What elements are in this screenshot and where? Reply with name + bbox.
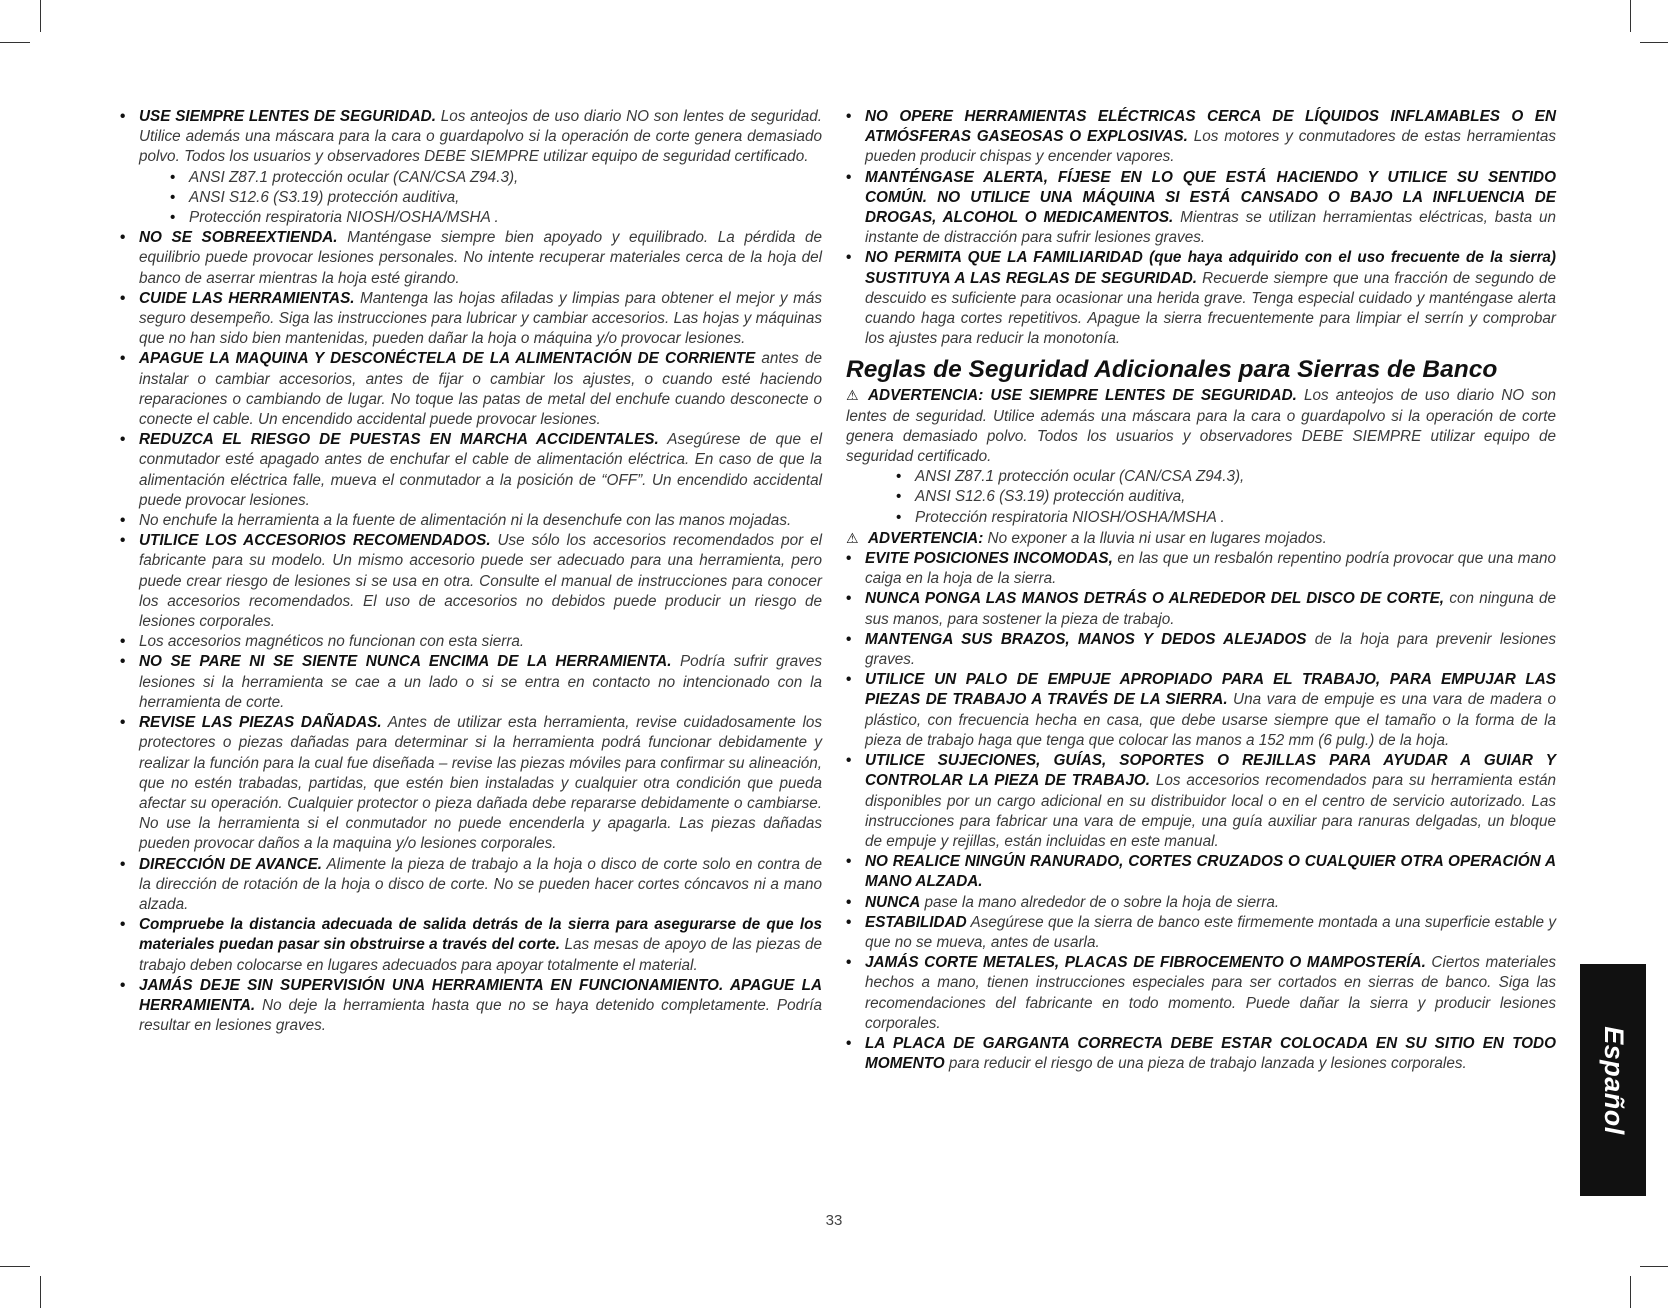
bullet-item-text: Asegúrese que la sierra de banco este firmemente montada a una superficie estable y que no se mueva, antes de usarla. [865, 913, 1556, 951]
bullet-item-title: NO OPERE HERRAMIENTAS ELÉCTRICAS CERCA DE LÍQUIDOS INFLAMABLES O EN ATMÓSFERAS GASEOSAS O EXPLOSIVAS. [865, 108, 1556, 146]
bullet-item-text: Los anteojos de uso diario NO son lentes de seguridad. Utilice además una máscara para la cara o guardapolvo si la operación de corte genera demasiado polvo. Todos los usuarios y observadores DEBE SIEMPRE utilizar equipo de seguridad certificado. [139, 108, 823, 166]
bullet-item-title: NO PERMITA QUE LA FAMILIARIDAD (que haya adquirido con el uso frecuente de la sierra) SUSTITUYA A LAS REGLAS DE SEGURIDAD. [865, 249, 1556, 287]
bullet-item-text: Recuerde siempre que una fracción de segundo de descuido es suficiente para ocasionar una herida grave. Tenga especial cuidado y manténgase alerta cuando haga cortes repetitivos. Apague la sierra frecuentemente para limpiar el serrín y comprobar los ajustes para reducir la monotonía. [865, 269, 1556, 348]
sub-list-item-text: ANSI Z87.1 protección ocular (CAN/CSA Z94.3), [189, 168, 519, 186]
crop-mark [1640, 42, 1668, 43]
bullet-item-text: Mantenga las hojas afiladas y limpias para obtener el mejor y más seguro desempeño. Siga las instrucciones para lubricar y cambiar accesorios. Las hojas y máquinas que no han sido bien mantenidas, pueden dañar la hoja o máquina y/o provocar lesiones. [139, 289, 822, 348]
bullet-item [120, 430, 822, 511]
sub-list-item-text: ANSI S12.6 (S3.19) protección auditiva, [189, 188, 460, 206]
bullet-item-title: JAMÁS CORTE METALES, PLACAS DE FIBROCEMENTO O MAMPOSTERÍA. [865, 954, 1426, 972]
section-title: Reglas de Seguridad Adicionales para Sierras de Banco [846, 356, 1498, 384]
warning-1-title: ADVERTENCIA: USE SIEMPRE LENTES DE SEGURIDAD. [868, 387, 1297, 405]
warning-triangle-icon: ⚠ [846, 529, 859, 546]
bullet-item [120, 228, 822, 289]
bullet-item-title: NO SE SOBREEXTIENDA. [139, 229, 338, 247]
bullet-item [846, 630, 1556, 670]
bullet-item-text: Las mesas de apoyo de las piezas de trabajo deben colocarse en lugares adecuados para apoyar totalmente el material. [139, 936, 822, 974]
bullet-item-title: USE SIEMPRE LENTES DE SEGURIDAD. [139, 108, 436, 125]
warning-2-title: ADVERTENCIA: [868, 529, 984, 547]
crop-mark [1630, 0, 1631, 32]
bullet-item-title: JAMÁS DEJE SIN SUPERVISIÓN UNA HERRAMIENTA EN FUNCIONAMIENTO. APAGUE LA HERRAMIENTA. [139, 976, 822, 1014]
bullet-item-text: en las que un resbalón repentino podría provocar que una mano caiga en la hoja de la sierra. [865, 550, 1556, 588]
right-column [846, 107, 1556, 1074]
bullet-item [846, 751, 1556, 852]
bullet-item-text: pase la mano alrededor de o sobre la hoja de sierra. [920, 893, 1280, 911]
language-tab-label: Español [1598, 1025, 1629, 1135]
bullet-item [120, 976, 822, 1037]
sub-list-item-text: ANSI S12.6 (S3.19) protección auditiva, [915, 488, 1186, 506]
bullet-item-title: NUNCA [865, 893, 921, 911]
language-tab [1580, 964, 1646, 1196]
bullet-item [846, 107, 1556, 168]
bullet-item-text: Use sólo los accesorios recomendados por el fabricante para su modelo. Un mismo accesorio puede ser adecuado para una herramienta, pero puede crear riesgo de lesiones si se usa en otra. Consulte el manual de instrucciones para conocer los accesorios recomendados. El uso de accesorios no debidos puede producir un riesgo de lesiones corporales. [139, 532, 822, 631]
sub-list-item [120, 168, 822, 188]
bullet-item [120, 632, 822, 652]
warning-triangle-icon: ⚠ [846, 387, 859, 404]
sub-list-item [846, 508, 1556, 528]
bullet-item-text: para reducir el riesgo de una pieza de trabajo lanzada y lesiones corporales. [944, 1055, 1467, 1073]
sub-list-item [120, 188, 822, 208]
bullet-item [120, 107, 822, 168]
bullet-item [846, 953, 1556, 1034]
bullet-item-text: No enchufe la herramienta a la fuente de alimentación ni la desenchufe con las manos mojadas. [139, 512, 792, 530]
bullet-item-title: MANTENGA SUS BRAZOS, MANOS Y DEDOS ALEJADOS [865, 630, 1307, 648]
bullet-item-text: Manténgase siempre bien apoyado y equilibrado. La pérdida de equilibrio puede provocar lesiones personales. No intente recuperar materiales cerca de la hoja del banco de aserrar mientras la hoja esté girando. [139, 229, 823, 287]
right-column-bottom-list [846, 549, 1556, 1074]
bullet-item [120, 855, 822, 916]
left-column [120, 107, 822, 1036]
crop-mark [0, 1266, 30, 1267]
sub-list-item-text: Protección respiratoria NIOSH/OSHA/MSHA . [915, 508, 1225, 526]
crop-mark [0, 42, 30, 43]
bullet-item [120, 915, 822, 976]
bullet-item-text: Los accesorios magnéticos no funcionan con esta sierra. [139, 633, 525, 651]
bullet-item-title: UTILICE UN PALO DE EMPUJE APROPIADO PARA EL TRABAJO, PARA EMPUJAR LAS PIEZAS DE TRABAJO A TRAVÉS DE LA SIERRA. [865, 671, 1556, 709]
bullet-item [120, 349, 822, 430]
right-column-top-list [846, 107, 1556, 349]
bullet-item-text: Los accesorios recomendados para su herramienta están disponibles por un cargo adicional en su distribuidor local o en el centro de servicio autorizado. Las instrucciones para fabricar una vara de empuje, una guía auxiliar para ranuras delgadas, un bloque de empuje y rejillas, están incluidas en este manual. [865, 772, 1556, 850]
bullet-item-title: REVISE LAS PIEZAS DAÑADAS. [139, 714, 382, 732]
bullet-item-text: de la hoja para prevenir lesiones graves. [865, 630, 1556, 669]
bullet-item [846, 893, 1556, 913]
bullet-item [846, 913, 1556, 953]
sub-list-item-text: ANSI Z87.1 protección ocular (CAN/CSA Z94.3), [915, 468, 1245, 486]
bullet-item [120, 713, 822, 854]
bullet-item [120, 652, 822, 713]
bullet-item [846, 549, 1556, 589]
bullet-item-text: Mientras se utilizan herramientas eléctricas, basta un instante de distracción para sufrir lesiones graves. [865, 209, 1556, 247]
bullet-item-text: Podría sufrir graves lesiones si la herramienta se cae a un lado o si se entra en contacto no intencionado con la herramienta de corte. [139, 653, 822, 711]
bullet-item-title: LA PLACA DE GARGANTA CORRECTA DEBE ESTAR COLOCADA EN SU SITIO EN TODO MOMENTO [865, 1034, 1556, 1073]
bullet-item-text: Antes de utilizar esta herramienta, revise cuidadosamente los protectores o piezas dañadas para determinar si la herramienta podrá funcionar debidamente y realizar la función para la cual fue diseñada – revise las piezas móviles para confirmar su alineación, que no estén trabadas, partidas, que estén bien instaladas y cualquier otra condición que pueda afectar su operación. Cualquier protector o pieza dañada debe repararse debidamente o cambiarse. No use la herramienta si el conmutador no puede encenderla y apagarla. Las piezas dañadas pueden provocar daños a la maquina y/o lesiones corporales. [139, 714, 822, 853]
bullet-item-text: No deje la herramienta hasta que no se haya detenido completamente. Podría resultar en lesiones graves. [139, 996, 822, 1035]
bullet-item-title: MANTÉNGASE ALERTA, FÍJESE EN LO QUE ESTÁ HACIENDO Y UTILICE SU SENTIDO COMÚN. NO UTILICE UNA MÁQUINA SI ESTÁ CANSADO O BAJO LA INFLUENCIA DE DROGAS, ALCOHOL O MEDICAMENTOS. [865, 168, 1556, 227]
bullet-item-text: Ciertos materiales hechos a mano, tienen instrucciones especiales para ser cortados en sierras de banco. Siga las recomendaciones del fabricante en todo momento. Puede dañar la sierra y producir lesiones corporales. [865, 954, 1557, 1032]
bullet-item-text: antes de instalar o cambiar accesorios, antes de fijar o cambiar los ajustes, o cuando esté haciendo reparaciones o cambiando de lugar. No toque las patas de metal del enchufe cuando desconecte o conecte el cable. Un encendido accidental puede provocar lesiones. [139, 350, 822, 429]
sub-list-item [120, 208, 822, 228]
warning-2-text: No exponer a la lluvia ni usar en lugares mojados. [983, 529, 1327, 547]
warning-paragraph-2 [846, 528, 1556, 549]
bullet-item-title: UTILICE SUJECIONES, GUÍAS, SOPORTES O REJILLAS PARA AYUDAR A GUIAR Y CONTROLAR LA PIEZA DE TRABAJO. [865, 752, 1556, 790]
bullet-item-title: REDUZCA EL RIESGO DE PUESTAS EN MARCHA ACCIDENTALES. [139, 431, 659, 449]
warning-1-text: Los anteojos de uso diario NO son lentes de seguridad. Utilice además una máscara para la cara o guardapolvo si la operación de corte genera demasiado polvo. Todos los usuarios y observadores DEBE SIEMPRE utilizar equipo de seguridad certificado. [846, 387, 1556, 466]
bullet-item-text: Asegúrese de que el conmutador esté apagado antes de enchufar el cable de alimentación eléctrica. En caso de que la alimentación eléctrica falle, mueva el conmutador a la posición de “OFF”. Un encendido accidental puede provocar lesiones. [139, 431, 822, 509]
bullet-item [846, 852, 1556, 892]
sub-list-item [846, 467, 1556, 487]
bullet-item-title: CUIDE LAS HERRAMIENTAS. [139, 289, 355, 307]
bullet-item-title: UTILICE LOS ACCESORIOS RECOMENDADOS. [139, 532, 491, 550]
crop-mark [1640, 1266, 1668, 1267]
crop-mark [40, 1276, 41, 1308]
bullet-item-title: NUNCA PONGA LAS MANOS DETRÁS O ALREDEDOR DEL DISCO DE CORTE, [865, 590, 1445, 608]
bullet-item-title: APAGUE LA MAQUINA Y DESCONÉCTELA DE LA ALIMENTACIÓN DE CORRIENTE [139, 350, 756, 368]
bullet-item [120, 531, 822, 632]
bullet-item [120, 289, 822, 350]
warning-paragraph-1 [846, 385, 1556, 467]
bullet-item [846, 1034, 1556, 1074]
bullet-item-text: Los motores y conmutadores de estas herramientas pueden producir chispas y encender vapores. [865, 128, 1556, 166]
crop-mark [1630, 1276, 1631, 1308]
bullet-item [846, 168, 1556, 249]
bullet-item-text: Alimente la pieza de trabajo a la hoja o disco de corte solo en contra de la dirección de rotación de la hoja o disco de corte. No se pueden hacer cortes cóncavos ni a mano alzada. [139, 855, 823, 913]
bullet-item-title: DIRECCIÓN DE AVANCE. [139, 855, 323, 873]
bullet-item-title: NO REALICE NINGÚN RANURADO, CORTES CRUZADOS O CUALQUIER OTRA OPERACIÓN A MANO ALZADA. [865, 853, 1556, 891]
bullet-item-text: Una vara de empuje es una vara de madera o plástico, con frecuencia hecha en casa, que debe usarse siempre que el tamaño o la forma de la pieza de trabajo haga que tenga que colocar las manos a 152 mm (6 pulg.) de la hoja. [865, 691, 1556, 749]
crop-mark [40, 0, 41, 32]
bullet-item [846, 589, 1556, 629]
page-number: 33 [825, 1212, 843, 1229]
bullet-item [120, 511, 822, 531]
bullet-item [846, 670, 1556, 751]
sub-list-item-text: Protección respiratoria NIOSH/OSHA/MSHA . [189, 209, 499, 227]
bullet-item-title: NO SE PARE NI SE SIENTE NUNCA ENCIMA DE LA HERRAMIENTA. [139, 653, 672, 671]
warning-1-sublist [846, 467, 1556, 528]
bullet-item-title: EVITE POSICIONES INCOMODAS, [865, 550, 1113, 568]
sub-list-item [846, 487, 1556, 507]
bullet-item [846, 248, 1556, 349]
bullet-item-text: con ninguna de sus manos, para sostener la pieza de trabajo. [865, 590, 1556, 628]
bullet-item-title: ESTABILIDAD [865, 913, 967, 931]
bullet-item-title: Compruebe la distancia adecuada de salida detrás de la sierra para asegurarse de que los materiales puedan pasar sin obstruirse a través del corte. [139, 916, 822, 954]
